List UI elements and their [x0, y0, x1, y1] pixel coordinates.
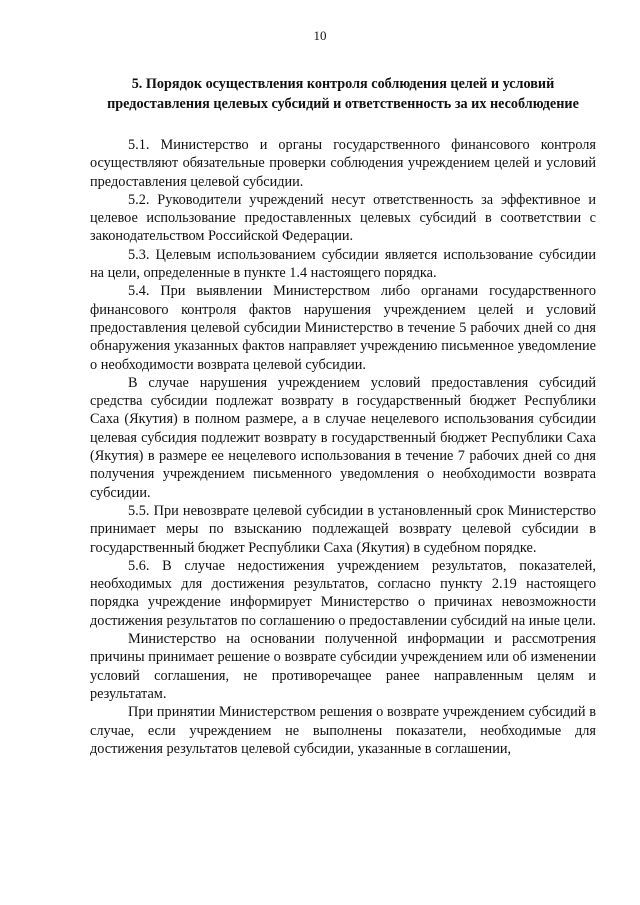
- paragraph-5-4: 5.4. При выявлении Министерством либо органами государственного финансового контроля фактов нарушения учреждением целей и условий предоставления целевой субсидии Министерство в течение 5 рабочих дней со дня обнаружения указанных фактов направляет учреждению письменное уведомление о необходимости возврата целевой субсидии.: [90, 283, 596, 373]
- paragraph-5-4-violation: В случае нарушения учреждением условий предоставления субсидий средства субсидии подлежат возврату в государственный бюджет Республики Саха (Якутия) в полном размере, а в случае нецелевого использования субсидии целевая субсидия подлежит возврату в государственный бюджет Республики Саха (Якутия) в размере ее нецелевого использования в течение 7 рабочих дней со дня получения учреждением письменного уведомления о необходимости возврата субсидии.: [90, 374, 596, 501]
- section-title: [90, 74, 596, 114]
- paragraph-5-6: 5.6. В случае недостижения учреждением результатов, показателей, необходимых для достижения результатов, согласно пункту 2.19 настоящего порядка учреждение информирует Министерство о причинах невозможности достижения результатов по соглашению о предоставлении субсидий на иные цели.: [90, 557, 596, 629]
- page-number: 10: [313, 28, 327, 43]
- paragraph-5-6-return: При принятии Министерством решения о возврате учреждением субсидий в случае, если учреждением не выполнены показатели, необходимые для достижения результатов целевой субсидии, указанные в соглашении,: [90, 704, 596, 757]
- paragraph-5-3: 5.3. Целевым использованием субсидии является использование субсидии на цели, определенные в пункте 1.4 настоящего порядка.: [90, 246, 596, 282]
- document-body: [90, 136, 596, 758]
- paragraph-5-1: 5.1. Министерство и органы государственного финансового контроля осуществляют обязательные проверки соблюдения учреждением целей и условий предоставления целевой субсидии.: [90, 137, 596, 190]
- paragraph-5-5: 5.5. При невозврате целевой субсидии в установленный срок Министерство принимает меры по взысканию подлежащей возврату целевой субсидии в государственный бюджет Республики Саха (Якутия) в судебном порядке.: [90, 502, 596, 556]
- section-title-line-2: предоставления целевых субсидий и ответственность за их несоблюдение: [107, 96, 579, 112]
- paragraph-5-6-decision: Министерство на основании полученной информации и рассмотрения причины принимает решение о возврате субсидии учреждением или об изменении условий соглашения, не противоречащее ранее направленным целям и результатам.: [90, 631, 596, 702]
- section-title-line-1: 5. Порядок осуществления контроля соблюдения целей и условий: [131, 76, 555, 92]
- paragraph-5-2: 5.2. Руководители учреждений несут ответственность за эффективное и целевое использование предоставленных целевых субсидий в соответствии с законодательством Российской Федерации.: [90, 191, 596, 245]
